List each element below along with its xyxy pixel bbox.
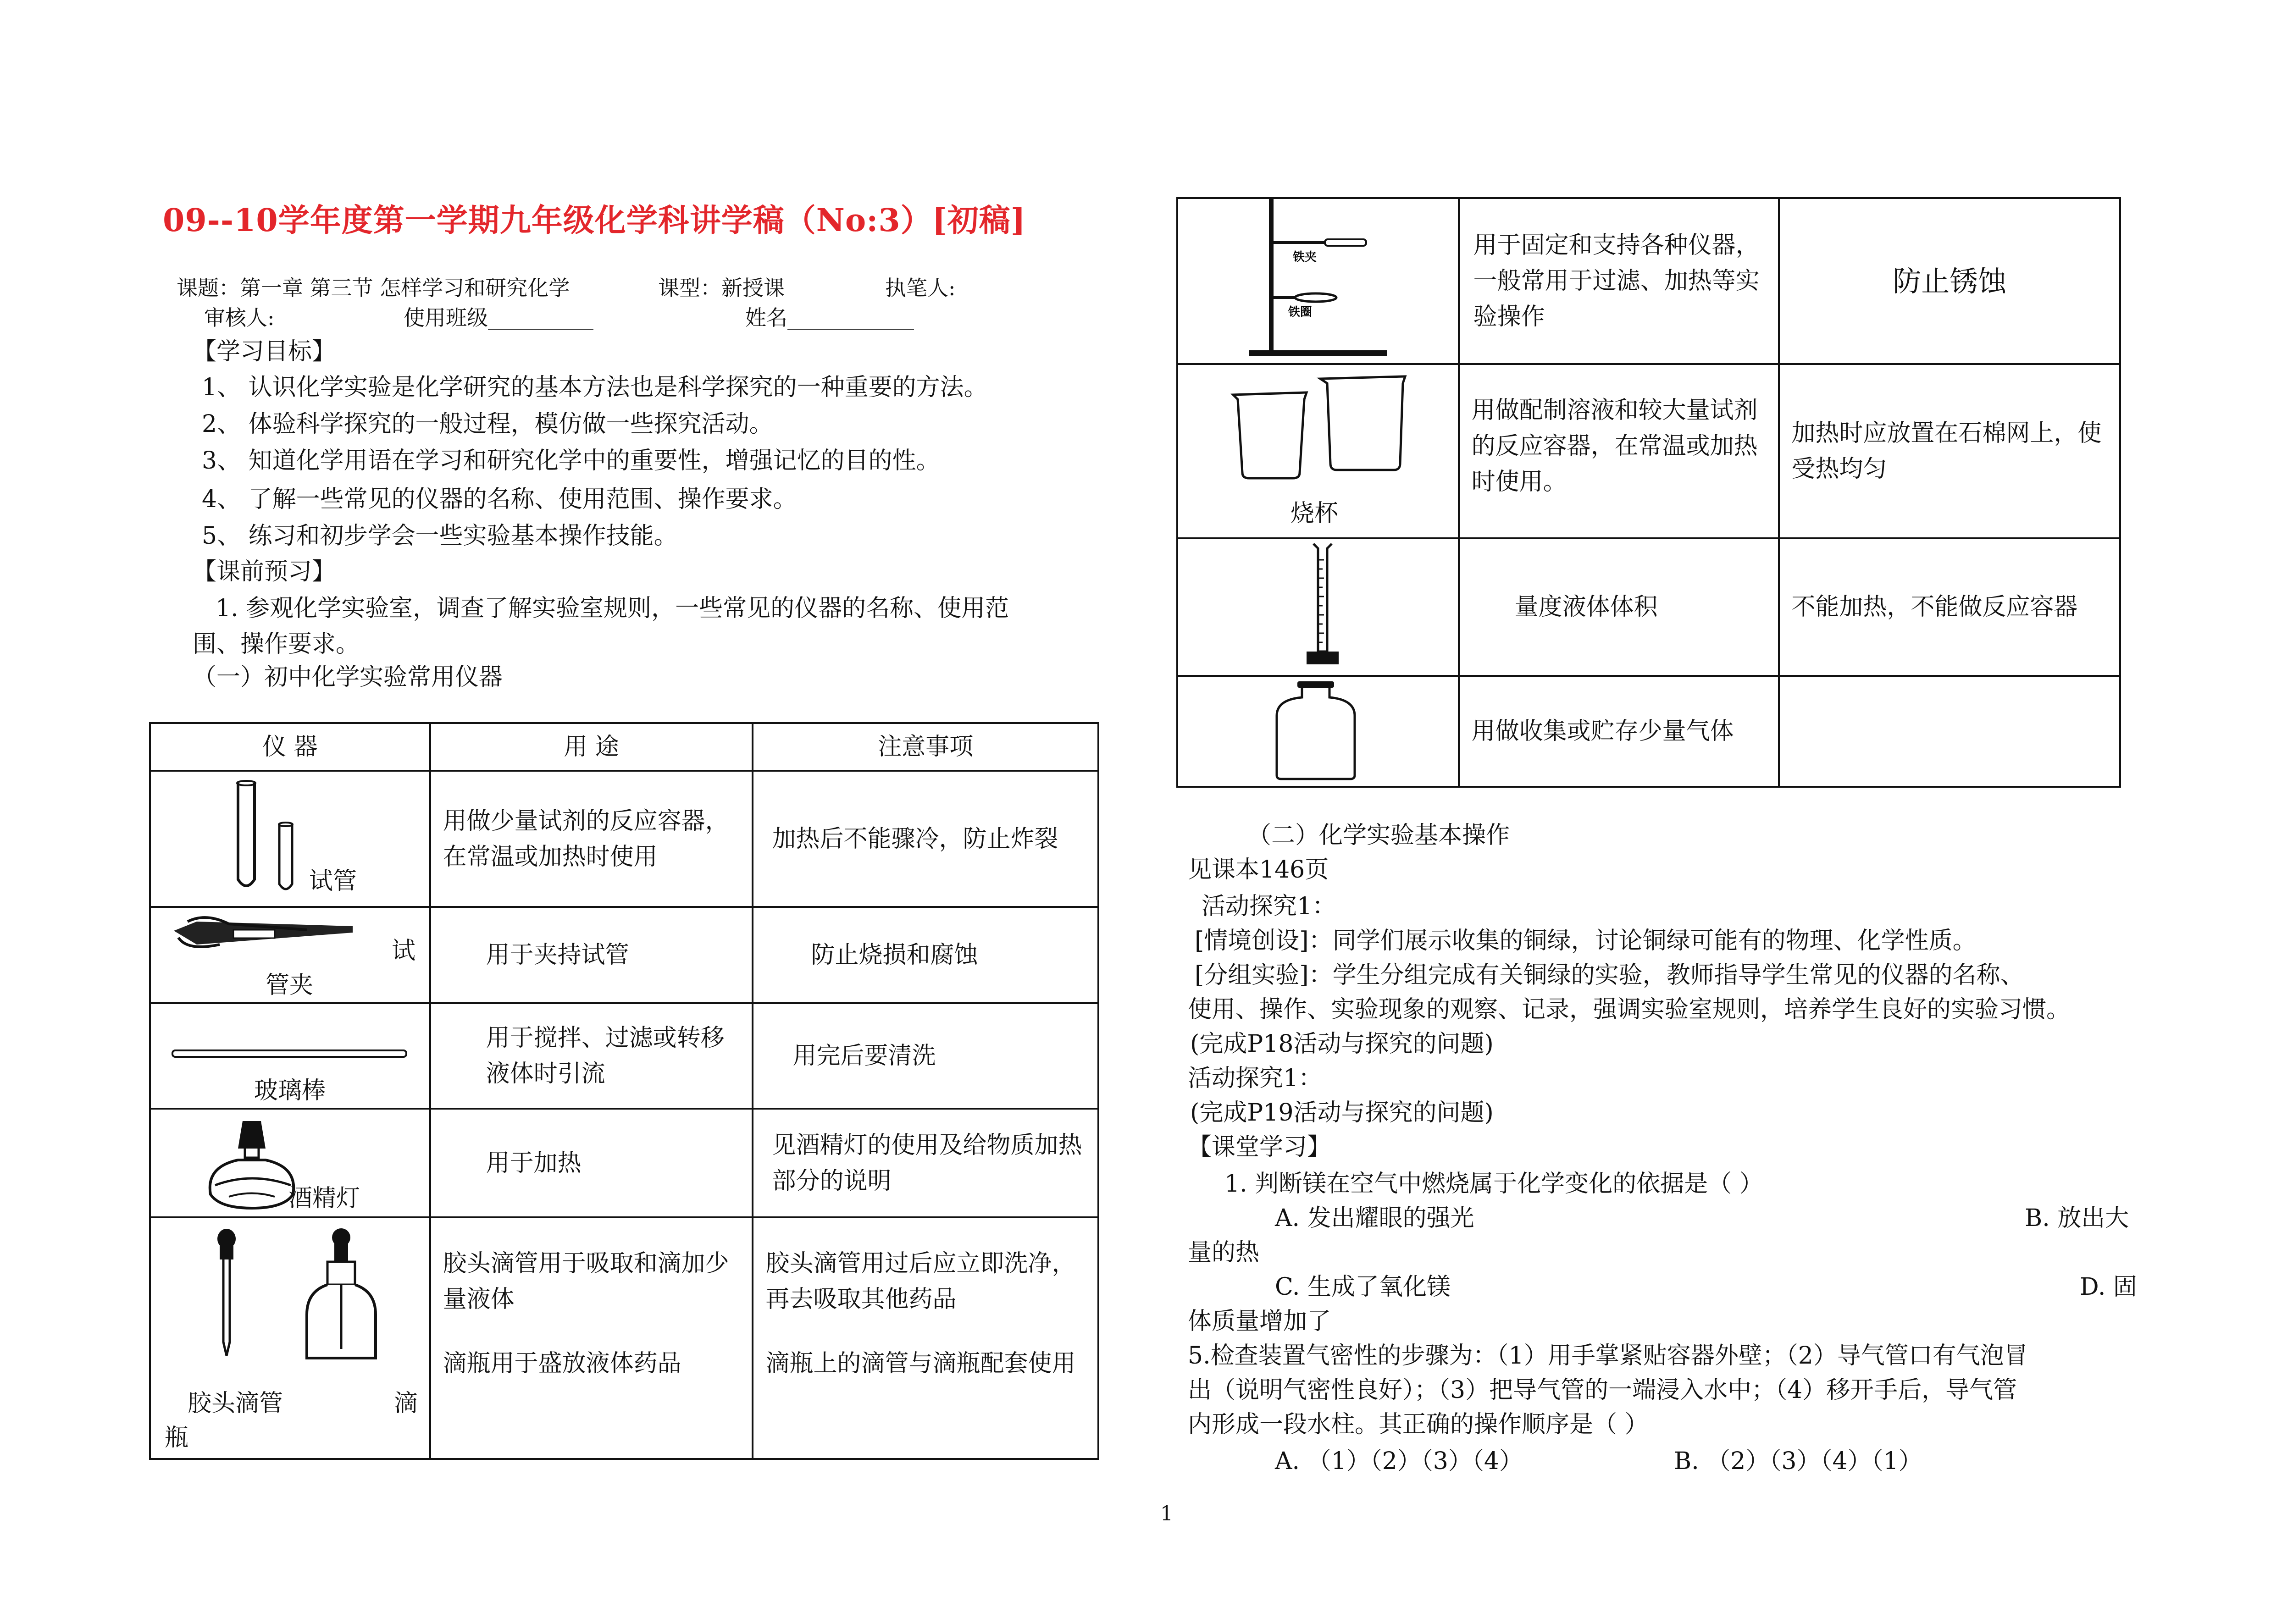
glass-rod-note: 用完后要清洗 [753,1003,1098,1109]
q1-option-d-cont: 体质量增加了 [1188,1308,1331,1335]
dropper-note-a: 胶头滴管用过后应立即洗净，再去吸取其他药品 [765,1250,1076,1313]
iron-stand-icon [1247,199,1394,357]
dropper-icon [206,1227,247,1360]
alcohol-lamp-icon [201,1116,302,1213]
glass-rod-use: 用于搅拌、过滤或转移液体时引流 [430,1003,753,1109]
group-experiment: [分组实验]：学生分组完成有关铜绿的实验，教师指导学生常见的仪器的名称、 [1195,961,2024,989]
glass-rod-icon [172,1048,410,1061]
p18-note: (完成P18活动与探究的问题) [1190,1030,1494,1058]
q1-option-b: B. 放出大 [2025,1204,2129,1232]
objective-1: 1、 认识化学实验是化学研究的基本方法也是科学探究的一种重要的方法。 [202,374,988,401]
writer: 执笔人: [885,276,956,300]
preview-item-1-cont: 围、操作要求。 [193,630,360,658]
reviewer: 审核人: [204,305,275,330]
cell-gas-bottle [1177,676,1459,787]
header-instrument: 仪 器 [150,723,430,771]
dropper-use-b: 滴瓶用于盛放液体药品 [443,1350,681,1377]
test-tube-note: 加热后不能骤冷，防止炸裂 [753,771,1098,907]
question-5: 5.检查装置气密性的步骤为：（1）用手掌紧贴容器外壁；（2）导气管口有气泡冒 [1188,1342,2028,1370]
beaker-note: 加热时应放置在石棉网上，使受热均匀 [1779,364,2120,538]
cylinder-note: 不能加热，不能做反应容器 [1779,538,2120,676]
question-1: 1. 判断镁在空气中燃烧属于化学变化的依据是（ ） [1224,1170,1763,1198]
class-field: 使用班级__________ [404,305,593,330]
q1-option-d: D. 固 [2080,1273,2137,1301]
iron-stand-use: 用于固定和支持各种仪器，一般常用于过滤、加热等实验操作 [1459,198,1779,364]
dropper-use [430,1217,753,1459]
objective-5: 5、 练习和初步学会一些实验基本操作技能。 [202,522,678,550]
objective-4: 4、 了解一些常见的仪器的名称、使用范围、操作要求。 [202,486,797,513]
q5-option-a: A. （1）（2）（3）（4） [1275,1447,1523,1475]
preview-item-1: 1. 参观化学实验室，调查了解实验室规则，一些常见的仪器的名称、使用范 [216,595,1009,622]
page-number: 1 [1160,1502,1173,1525]
beaker-icon [1229,372,1421,486]
objective-2: 2、 体验科学探究的一般过程，模仿做一些探究活动。 [202,410,773,438]
q1-option-c: C. 生成了氧化镁 [1275,1273,1451,1301]
group-experiment-cont: 使用、操作、实验现象的观察、记录，强调实验室规则，培养学生良好的实验习惯。 [1188,996,2071,1023]
dropper-note-b: 滴瓶上的滴管与滴瓶配套使用 [765,1350,1076,1377]
preview-sub1: （一）初中化学实验常用仪器 [193,663,503,691]
alcohol-lamp-use: 用于加热 [430,1109,753,1217]
dropping-bottle-label-b: 瓶 [165,1424,189,1452]
iron-clamp-label: 铁夹 [1293,250,1317,264]
beaker-use: 用做配制溶液和较大量试剂的反应容器，在常温或加热时使用。 [1459,364,1779,538]
dropping-bottle-icon [302,1227,380,1365]
header-use: 用 途 [430,723,753,771]
cell-cylinder [1177,538,1459,676]
gas-bottle-note [1779,676,2120,787]
page-title: 09--10学年度第一学期九年级化学科讲学稿（No:3）[初稿] [163,202,1026,239]
cell-test-tube [150,771,430,907]
tube-holder-label-b: 管夹 [266,972,314,999]
dropping-bottle-label-a: 滴 [394,1390,418,1417]
gas-bottle-icon [1270,679,1362,782]
p19-note: (完成P19活动与探究的问题) [1190,1099,1494,1127]
test-tube-label: 试管 [309,867,357,895]
beaker-label: 烧杯 [1291,500,1339,527]
tube-holder-note: 防止烧损和腐蚀 [753,907,1098,1003]
dropper-note [753,1217,1098,1459]
iron-stand-note: 防止锈蚀 [1779,198,2120,364]
cell-iron-stand [1177,198,1459,364]
q1-option-b-cont: 量的热 [1188,1239,1260,1266]
dropper-label: 胶头滴管 [188,1390,283,1417]
test-tube-use: 用做少量试剂的反应容器，在常温或加热时使用 [430,771,753,907]
instrument-table-right [1176,197,2121,788]
objective-3: 3、 知道化学用语在学习和研究化学中的重要性，增强记忆的目的性。 [202,447,940,475]
objectives-heading: 【学习目标】 [193,338,336,365]
tube-holder-label-a: 试 [392,937,416,965]
cell-glass-rod [150,1003,430,1109]
tube-holder-icon [169,912,362,958]
lesson-type: 课型：新授课 [658,276,785,300]
gas-bottle-use: 用做收集或贮存少量气体 [1459,676,1779,787]
question-5-cont-1: 出（说明气密性良好）；（3）把导气管的一端浸入水中；（4）移开手后，导气管 [1188,1376,2017,1404]
header-notes: 注意事项 [753,723,1098,771]
glass-rod-label: 玻璃棒 [254,1077,326,1105]
alcohol-lamp-note: 见酒精灯的使用及给物质加热部分的说明 [753,1109,1098,1217]
section-basic-operations: （二）化学实验基本操作 [1247,822,1510,849]
question-5-cont-2: 内形成一段水柱。其正确的操作顺序是（ ） [1188,1411,1649,1438]
activity-1: 活动探究1： [1202,893,1336,920]
q1-option-a: A. 发出耀眼的强光 [1275,1204,1474,1232]
classroom-heading: 【课堂学习】 [1188,1133,1331,1161]
cell-beaker [1177,364,1459,538]
name-field: 姓名____________ [745,305,914,330]
cell-alcohol-lamp [150,1109,430,1217]
topic: 课题：第一章 第三节 怎样学习和研究化学 [177,276,570,300]
cell-dropper [150,1217,430,1459]
graduated-cylinder-icon [1302,541,1343,672]
cylinder-use: 量度液体体积 [1459,538,1779,676]
iron-ring-label: 铁圈 [1288,305,1313,319]
tube-holder-use: 用于夹持试管 [430,907,753,1003]
dropper-use-a: 胶头滴管用于吸取和滴加少量液体 [443,1250,729,1313]
see-book: 见课本146页 [1188,856,1329,884]
cell-tube-holder [150,907,430,1003]
activity-1b: 活动探究1： [1188,1065,1323,1092]
q5-option-b: B. （2）（3）（4）（1） [1674,1447,1922,1475]
preview-heading: 【课前预习】 [193,558,336,586]
alcohol-lamp-label: 酒精灯 [288,1185,360,1212]
instrument-table-left [149,722,1099,1460]
situation-text: [情境创设]：同学们展示收集的铜绿，讨论铜绿可能有的物理、化学性质。 [1195,927,1977,955]
